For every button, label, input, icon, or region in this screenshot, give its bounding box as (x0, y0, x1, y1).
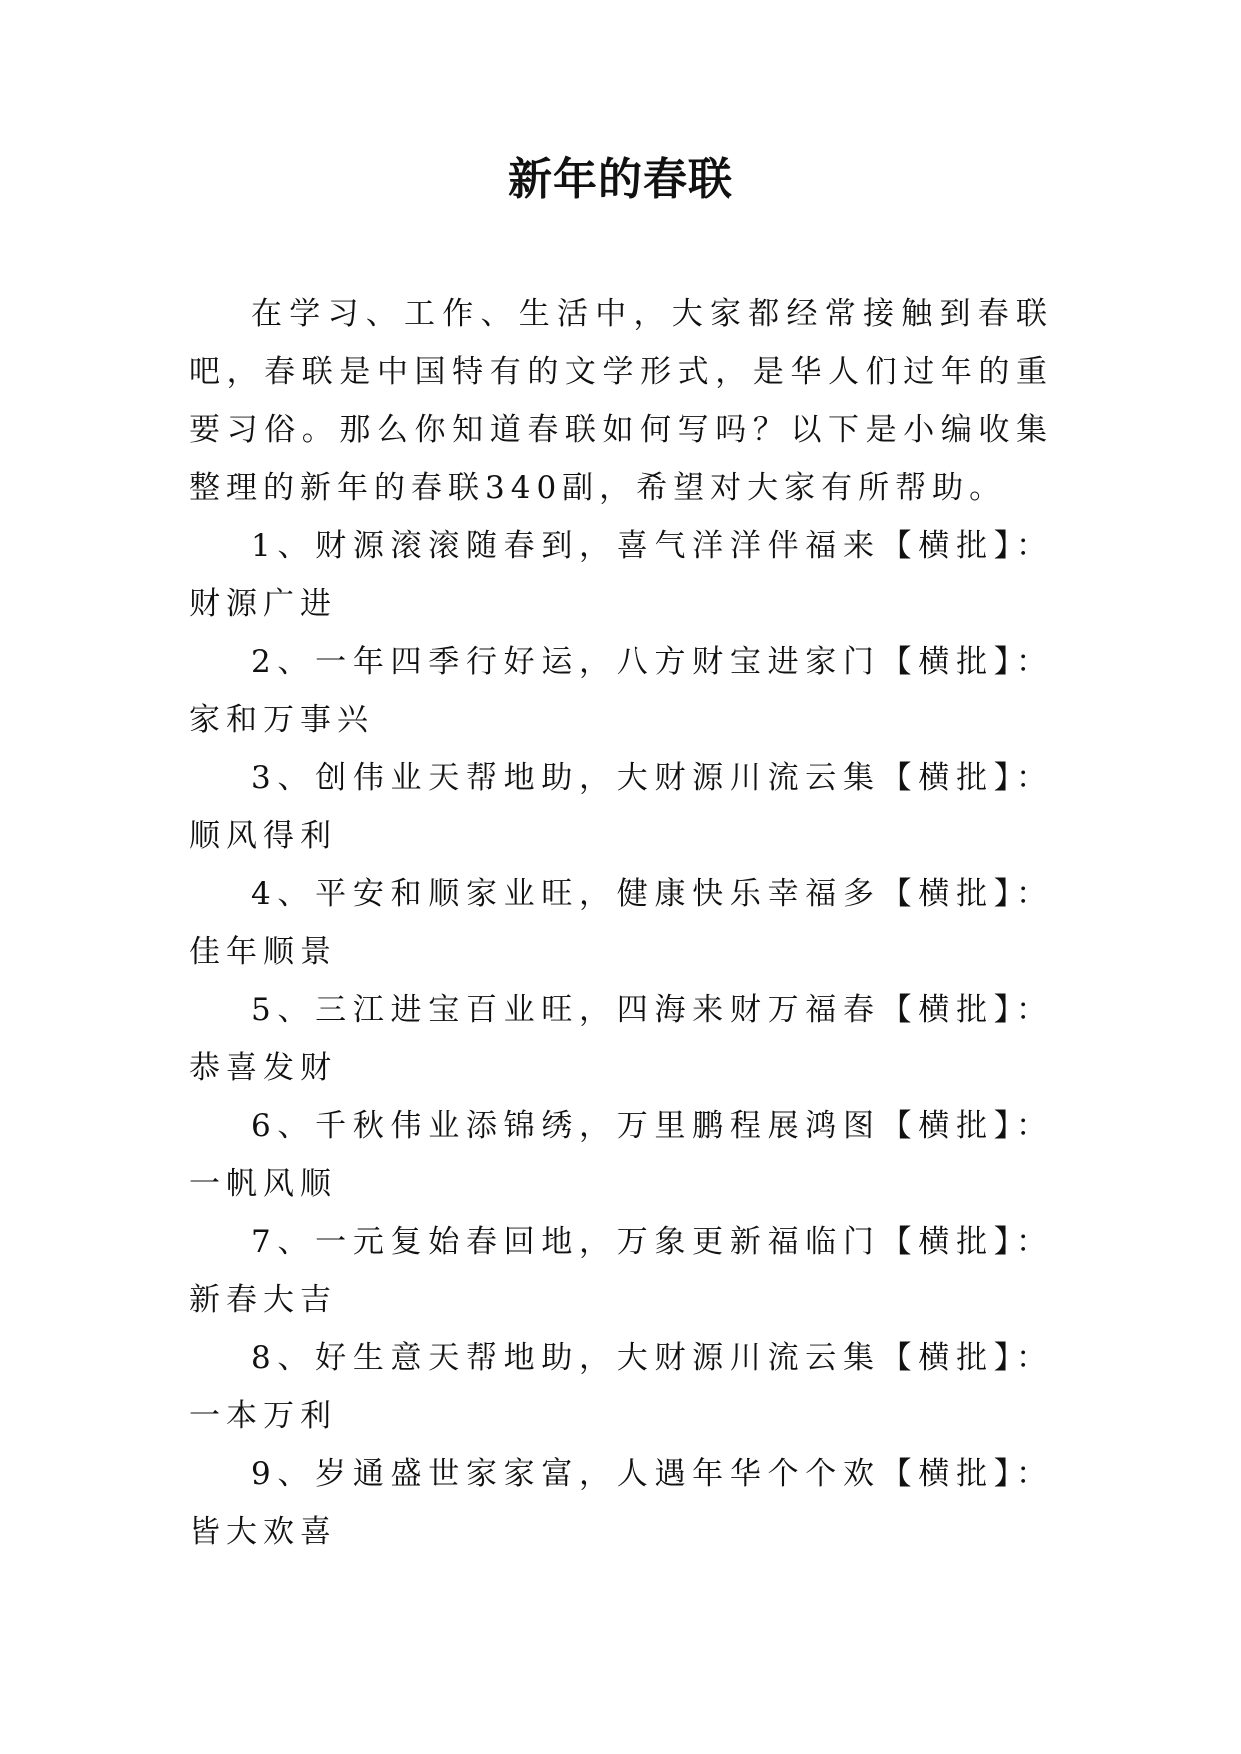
intro-paragraph: 在学习、工作、生活中，大家都经常接触到春联吧，春联是中国特有的文学形式，是华人们过年的重要习俗。那么你知道春联如何写吗？以下是小编收集整理的新年的春联340副，希望对大家有所帮助。 (189, 296, 1053, 506)
couplet-item-7: 7、一元复始春回地，万象更新福临门【横批】：新春大吉 (189, 1224, 1053, 1318)
couplet-item-1: 1、财源滚滚随春到，喜气洋洋伴福来【横批】：财源广进 (189, 528, 1053, 622)
couplet-item-9: 9、岁通盛世家家富，人遇年华个个欢【横批】：皆大欢喜 (189, 1456, 1053, 1550)
couplet-item-2: 2、一年四季行好运，八方财宝进家门【横批】：家和万事兴 (189, 644, 1053, 738)
couplet-item-4: 4、平安和顺家业旺，健康快乐幸福多【横批】：佳年顺景 (189, 876, 1053, 970)
couplet-item-6: 6、千秋伟业添锦绣，万里鹏程展鸿图【横批】：一帆风顺 (189, 1108, 1053, 1202)
couplet-item-3: 3、创伟业天帮地助，大财源川流云集【横批】：顺风得利 (189, 760, 1053, 854)
document-body (189, 285, 1053, 1561)
document-title: 新年的春联 (508, 154, 733, 205)
couplet-item-5: 5、三江进宝百业旺，四海来财万福春【横批】：恭喜发财 (189, 992, 1053, 1086)
couplet-item-8: 8、好生意天帮地助，大财源川流云集【横批】：一本万利 (189, 1340, 1053, 1434)
